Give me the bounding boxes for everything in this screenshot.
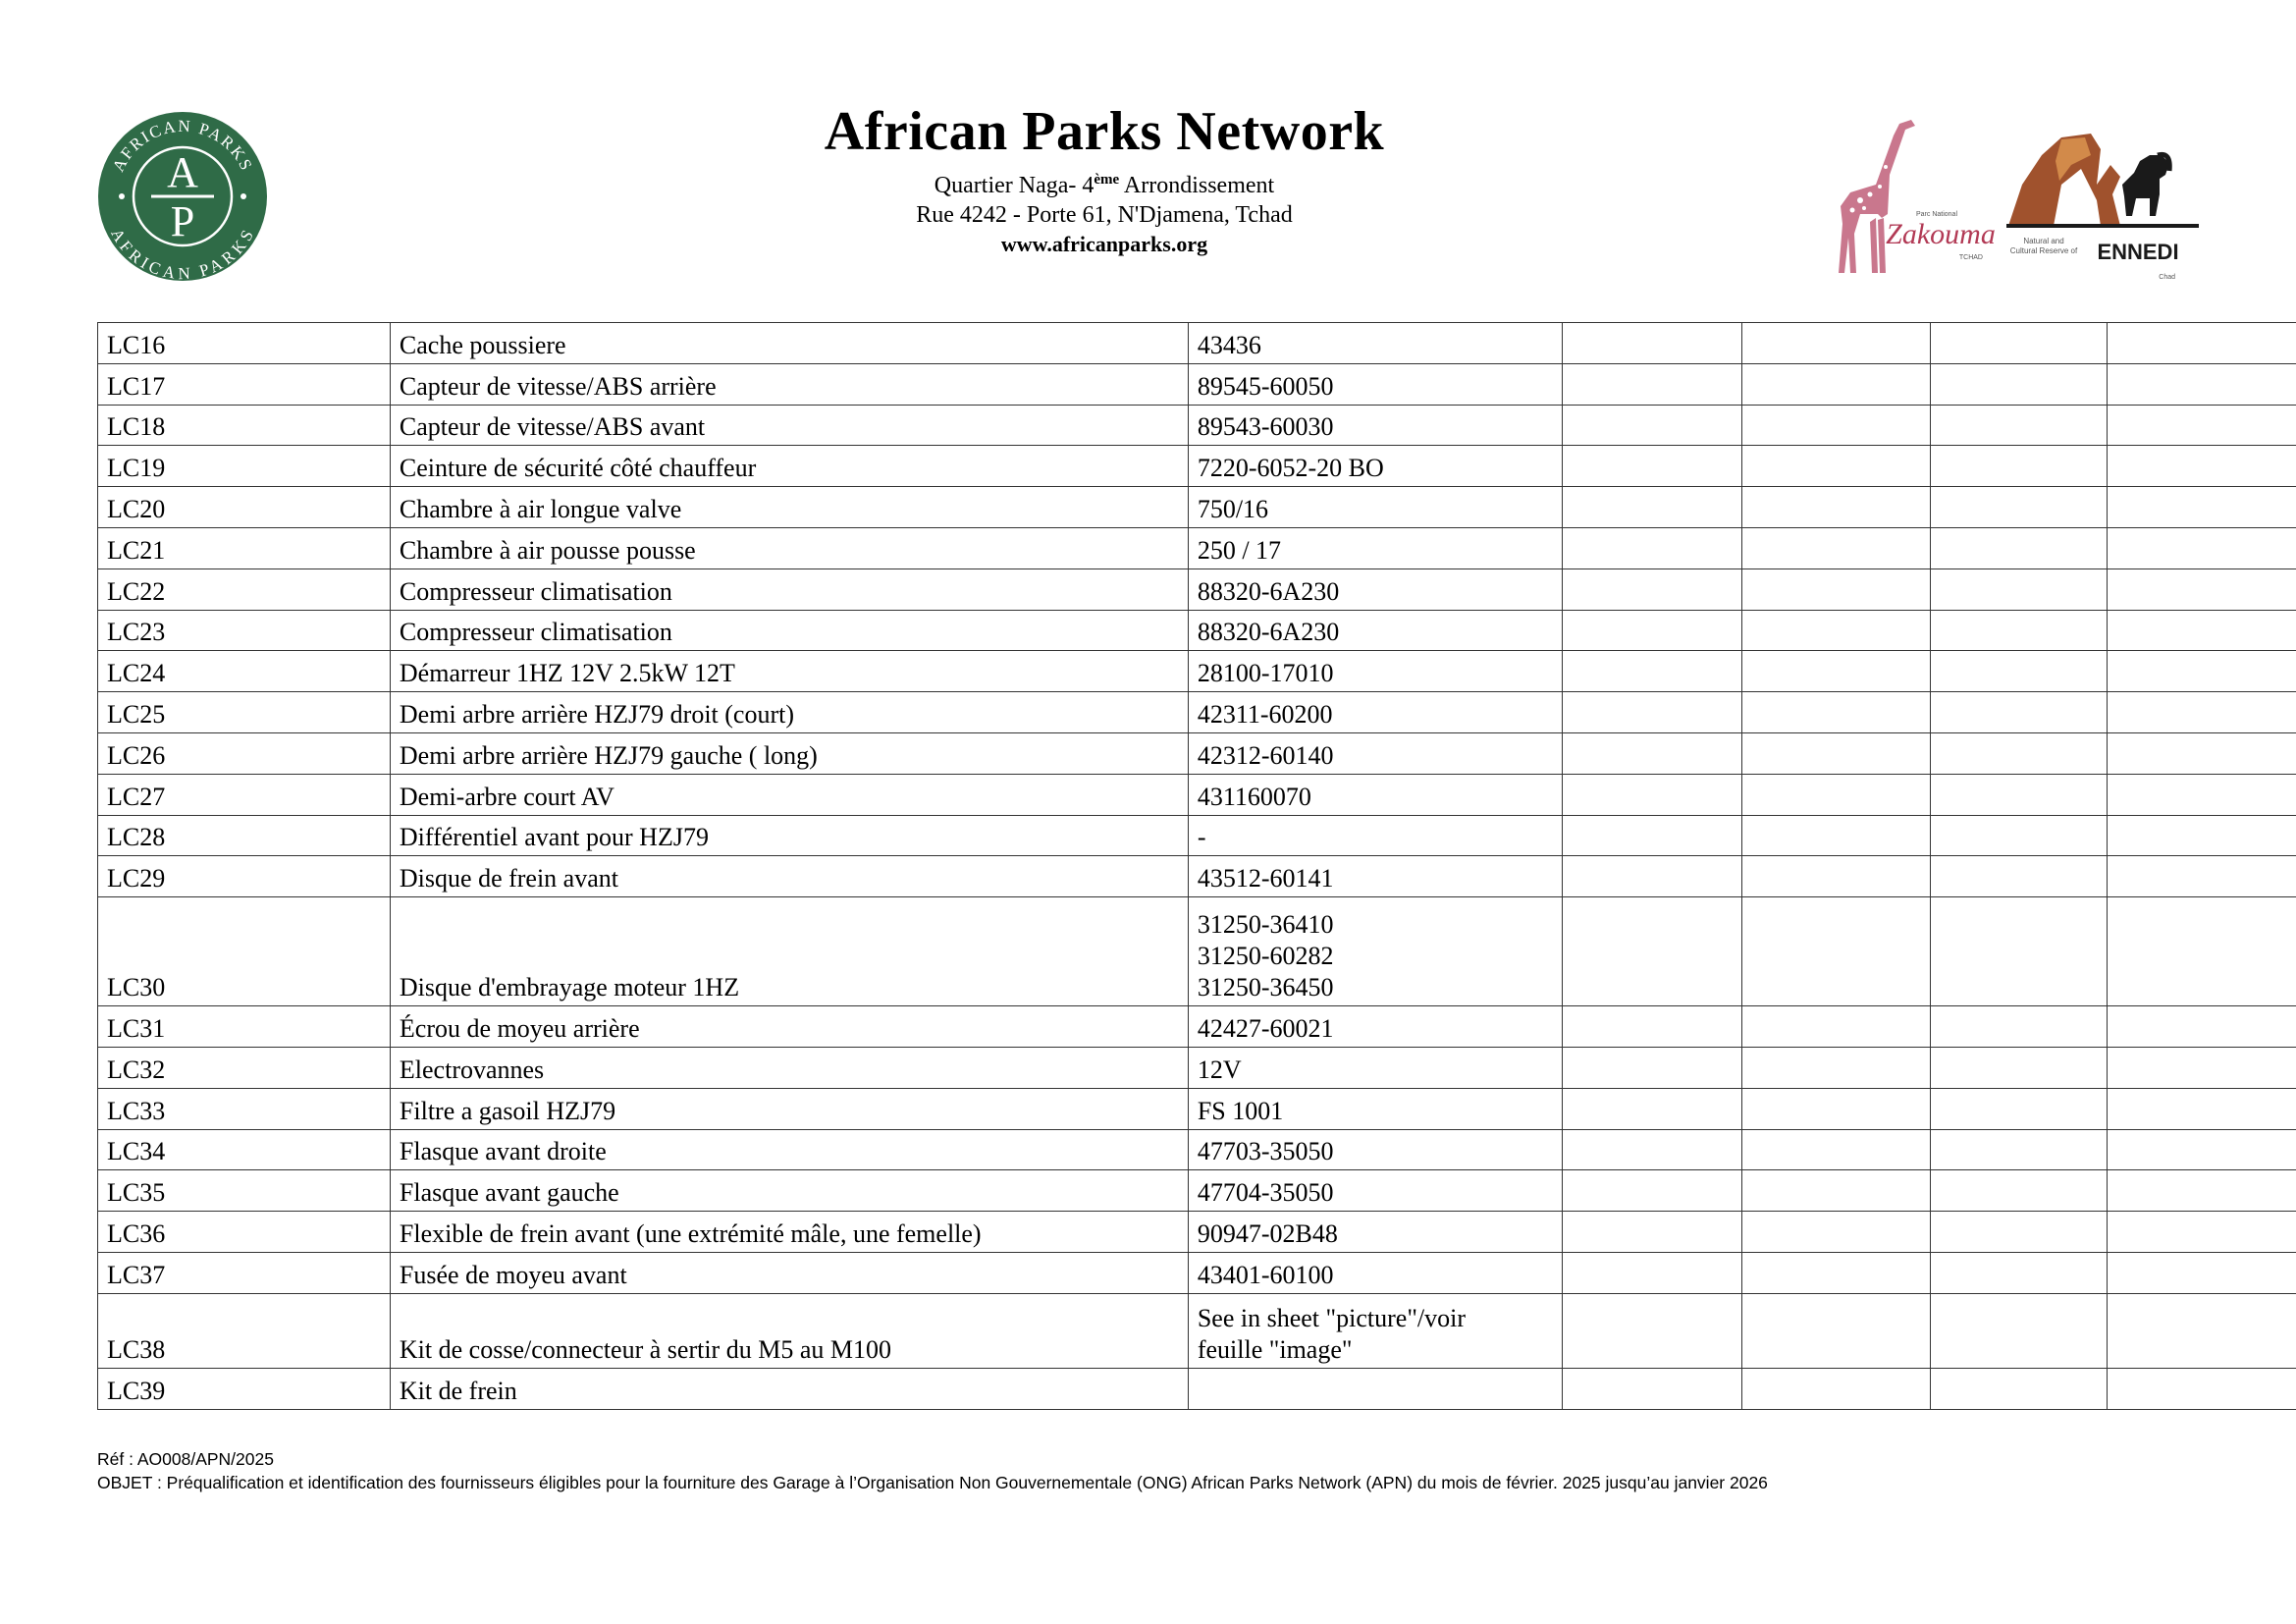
empty-cell xyxy=(2107,323,2296,364)
table-row xyxy=(98,568,2296,610)
footer-reference: Réf : AO008/APN/2025 xyxy=(97,1449,274,1469)
reference-cell: 43401-60100 xyxy=(1188,1252,1562,1293)
code-cell: LC18 xyxy=(98,405,391,446)
empty-cell xyxy=(2107,815,2296,856)
empty-cell xyxy=(2107,1129,2296,1170)
empty-cell xyxy=(1930,323,2107,364)
designation-cell: Chambre à air longue valve xyxy=(390,487,1188,528)
logo-ring-text-bottom: AFRICAN PARKS xyxy=(107,225,258,283)
empty-cell xyxy=(1741,1212,1930,1253)
designation-cell: Kit de cosse/connecteur à sertir du M5 au M100 xyxy=(390,1293,1188,1368)
designation-cell: Demi arbre arrière HZJ79 droit (court) xyxy=(390,692,1188,733)
empty-cell xyxy=(2107,651,2296,692)
empty-cell xyxy=(1741,1368,1930,1409)
empty-cell xyxy=(1930,1047,2107,1088)
designation-cell: Kit de frein xyxy=(390,1368,1188,1409)
empty-cell xyxy=(1562,527,1741,568)
reference-cell: 42311-60200 xyxy=(1188,692,1562,733)
zakouma-small-text: Parc National xyxy=(1915,211,1958,218)
reference-cell: 89543-60030 xyxy=(1188,405,1562,446)
code-cell: LC23 xyxy=(98,610,391,651)
table-row xyxy=(98,323,2296,364)
designation-cell: Ceinture de sécurité côté chauffeur xyxy=(390,446,1188,487)
empty-cell xyxy=(1741,1129,1930,1170)
code-cell: LC16 xyxy=(98,323,391,364)
reference-cell: - xyxy=(1188,815,1562,856)
address-line-1: Quartier Naga- 4ème Arrondissement xyxy=(934,172,1275,198)
code-cell: LC37 xyxy=(98,1252,391,1293)
empty-cell xyxy=(2107,856,2296,897)
reference-cell: 88320-6A230 xyxy=(1188,568,1562,610)
table-row xyxy=(98,692,2296,733)
logo-letter-a: A xyxy=(167,148,198,196)
reference-cell: 12V xyxy=(1188,1047,1562,1088)
reference-cell: 7220-6052-20 BO xyxy=(1188,446,1562,487)
designation-cell: Écrou de moyeu arrière xyxy=(390,1006,1188,1048)
empty-cell xyxy=(1741,487,1930,528)
empty-cell xyxy=(1930,1170,2107,1212)
ennedi-small-1: Natural and xyxy=(2023,237,2064,245)
reference-cell: 43512-60141 xyxy=(1188,856,1562,897)
designation-cell: Demi arbre arrière HZJ79 gauche ( long) xyxy=(390,732,1188,774)
empty-cell xyxy=(2107,732,2296,774)
reference-cell: 90947-02B48 xyxy=(1188,1212,1562,1253)
empty-cell xyxy=(2107,897,2296,1006)
table-row xyxy=(98,1212,2296,1253)
empty-cell xyxy=(1562,897,1741,1006)
table-row xyxy=(98,1006,2296,1048)
empty-cell xyxy=(1741,692,1930,733)
empty-cell xyxy=(1741,527,1930,568)
reference-cell: 431160070 xyxy=(1188,774,1562,815)
empty-cell xyxy=(2107,363,2296,405)
table-row xyxy=(98,363,2296,405)
code-cell: LC33 xyxy=(98,1088,391,1129)
designation-cell: Différentiel avant pour HZJ79 xyxy=(390,815,1188,856)
table-row xyxy=(98,815,2296,856)
code-cell: LC25 xyxy=(98,692,391,733)
designation-cell: Capteur de vitesse/ABS avant xyxy=(390,405,1188,446)
empty-cell xyxy=(1741,1170,1930,1212)
reference-cell: 28100-17010 xyxy=(1188,651,1562,692)
empty-cell xyxy=(1562,815,1741,856)
empty-cell xyxy=(1741,363,1930,405)
code-cell: LC27 xyxy=(98,774,391,815)
items-table xyxy=(97,322,2296,1410)
code-cell: LC39 xyxy=(98,1368,391,1409)
ennedi-country: Chad xyxy=(2159,274,2175,281)
designation-cell: Fusée de moyeu avant xyxy=(390,1252,1188,1293)
empty-cell xyxy=(1741,856,1930,897)
designation-cell: Flasque avant droite xyxy=(390,1129,1188,1170)
empty-cell xyxy=(2107,1006,2296,1048)
empty-cell xyxy=(1562,774,1741,815)
empty-cell xyxy=(1930,568,2107,610)
reference-cell: 43436 xyxy=(1188,323,1562,364)
reference-cell: See in sheet "picture"/voir feuille "image" xyxy=(1188,1293,1562,1368)
designation-cell: Flexible de frein avant (une extrémité mâle, une femelle) xyxy=(390,1212,1188,1253)
code-cell: LC21 xyxy=(98,527,391,568)
empty-cell xyxy=(1562,732,1741,774)
empty-cell xyxy=(1930,1293,2107,1368)
empty-cell xyxy=(1562,856,1741,897)
empty-cell xyxy=(1930,405,2107,446)
reference-cell: 47704-35050 xyxy=(1188,1170,1562,1212)
empty-cell xyxy=(1930,527,2107,568)
empty-cell xyxy=(2107,610,2296,651)
code-cell: LC38 xyxy=(98,1293,391,1368)
reference-cell: 42312-60140 xyxy=(1188,732,1562,774)
empty-cell xyxy=(1741,568,1930,610)
empty-cell xyxy=(2107,405,2296,446)
code-cell: LC22 xyxy=(98,568,391,610)
table-row xyxy=(98,651,2296,692)
empty-cell xyxy=(2107,1088,2296,1129)
table-body xyxy=(98,323,2296,1410)
code-cell: LC28 xyxy=(98,815,391,856)
empty-cell xyxy=(1930,1252,2107,1293)
empty-cell xyxy=(1930,446,2107,487)
zakouma-country: TCHAD xyxy=(1958,254,1983,261)
empty-cell xyxy=(1562,651,1741,692)
empty-cell xyxy=(2107,1293,2296,1368)
zakouma-name: Zakouma xyxy=(1886,218,1996,250)
empty-cell xyxy=(1562,1047,1741,1088)
empty-cell xyxy=(1930,897,2107,1006)
table-row xyxy=(98,897,2296,1006)
empty-cell xyxy=(1741,1088,1930,1129)
empty-cell xyxy=(1930,487,2107,528)
empty-cell xyxy=(2107,487,2296,528)
reference-cell: FS 1001 xyxy=(1188,1088,1562,1129)
table-row xyxy=(98,446,2296,487)
empty-cell xyxy=(1741,1006,1930,1048)
code-cell: LC30 xyxy=(98,897,391,1006)
table-row xyxy=(98,610,2296,651)
empty-cell xyxy=(1930,815,2107,856)
code-cell: LC34 xyxy=(98,1129,391,1170)
empty-cell xyxy=(1562,1212,1741,1253)
reference-cell: 88320-6A230 xyxy=(1188,610,1562,651)
empty-cell xyxy=(2107,446,2296,487)
reference-cell: 750/16 xyxy=(1188,487,1562,528)
empty-cell xyxy=(1562,1088,1741,1129)
designation-cell: Capteur de vitesse/ABS arrière xyxy=(390,363,1188,405)
empty-cell xyxy=(1562,405,1741,446)
empty-cell xyxy=(1562,487,1741,528)
empty-cell xyxy=(2107,1170,2296,1212)
designation-cell: Disque de frein avant xyxy=(390,856,1188,897)
designation-cell: Cache poussiere xyxy=(390,323,1188,364)
table-row xyxy=(98,732,2296,774)
designation-cell: Compresseur climatisation xyxy=(390,568,1188,610)
code-cell: LC31 xyxy=(98,1006,391,1048)
designation-cell: Compresseur climatisation xyxy=(390,610,1188,651)
designation-cell: Chambre à air pousse pousse xyxy=(390,527,1188,568)
code-cell: LC36 xyxy=(98,1212,391,1253)
code-cell: LC17 xyxy=(98,363,391,405)
empty-cell xyxy=(1930,1088,2107,1129)
logo-letter-p: P xyxy=(170,197,195,245)
designation-cell: Electrovannes xyxy=(390,1047,1188,1088)
empty-cell xyxy=(1930,732,2107,774)
reference-cell xyxy=(1188,1368,1562,1409)
code-cell: LC20 xyxy=(98,487,391,528)
empty-cell xyxy=(1562,1368,1741,1409)
table-row xyxy=(98,1088,2296,1129)
empty-cell xyxy=(1930,856,2107,897)
ennedi-small-2: Cultural Reserve of xyxy=(2009,246,2078,255)
designation-cell: Filtre a gasoil HZJ79 xyxy=(390,1088,1188,1129)
reference-cell: 89545-60050 xyxy=(1188,363,1562,405)
empty-cell xyxy=(1930,610,2107,651)
empty-cell xyxy=(2107,1212,2296,1253)
empty-cell xyxy=(1741,732,1930,774)
empty-cell xyxy=(1741,405,1930,446)
empty-cell xyxy=(2107,527,2296,568)
empty-cell xyxy=(2107,774,2296,815)
empty-cell xyxy=(1562,323,1741,364)
code-cell: LC26 xyxy=(98,732,391,774)
designation-cell: Démarreur 1HZ 12V 2.5kW 12T xyxy=(390,651,1188,692)
empty-cell xyxy=(2107,1252,2296,1293)
code-cell: LC35 xyxy=(98,1170,391,1212)
empty-cell xyxy=(1562,1170,1741,1212)
code-cell: LC29 xyxy=(98,856,391,897)
reference-cell: 31250-36410 31250-60282 31250-36450 xyxy=(1188,897,1562,1006)
table-row xyxy=(98,527,2296,568)
empty-cell xyxy=(1741,610,1930,651)
code-cell: LC32 xyxy=(98,1047,391,1088)
designation-cell: Flasque avant gauche xyxy=(390,1170,1188,1212)
empty-cell xyxy=(1930,651,2107,692)
reference-cell: 42427-60021 xyxy=(1188,1006,1562,1048)
table-row xyxy=(98,1170,2296,1212)
empty-cell xyxy=(1930,1368,2107,1409)
empty-cell xyxy=(1741,774,1930,815)
empty-cell xyxy=(1741,815,1930,856)
empty-cell xyxy=(1930,692,2107,733)
ennedi-logo xyxy=(2002,126,2204,285)
logo-ring-text-top: AFRICAN PARKS xyxy=(108,116,257,175)
empty-cell xyxy=(2107,568,2296,610)
empty-cell xyxy=(1930,1212,2107,1253)
empty-cell xyxy=(1562,1129,1741,1170)
table-row xyxy=(98,1252,2296,1293)
footer xyxy=(97,1447,1768,1494)
table-row xyxy=(98,1368,2296,1409)
designation-cell: Demi-arbre court AV xyxy=(390,774,1188,815)
reference-cell: 47703-35050 xyxy=(1188,1129,1562,1170)
empty-cell xyxy=(2107,1368,2296,1409)
empty-cell xyxy=(1562,1006,1741,1048)
table-row xyxy=(98,487,2296,528)
empty-cell xyxy=(2107,692,2296,733)
org-title: African Parks Network xyxy=(824,101,1385,162)
empty-cell xyxy=(1741,446,1930,487)
empty-cell xyxy=(1741,323,1930,364)
empty-cell xyxy=(1741,897,1930,1006)
empty-cell xyxy=(2107,1047,2296,1088)
org-website: www.africanparks.org xyxy=(1000,232,1208,256)
empty-cell xyxy=(1562,692,1741,733)
table-row xyxy=(98,1047,2296,1088)
table-row xyxy=(98,1293,2296,1368)
table-row xyxy=(98,1129,2296,1170)
zakouma-logo xyxy=(1821,116,2002,281)
empty-cell xyxy=(1741,1293,1930,1368)
empty-cell xyxy=(1741,1047,1930,1088)
footer-objet: OBJET : Préqualification et identification des fournisseurs éligibles pour la fourniture des Garage à l’Organisation Non Gouvernementale (ONG) African Parks Network (APN) du mois de février. 2025 jusqu’au janvier 2026 xyxy=(97,1473,1768,1492)
empty-cell xyxy=(1562,446,1741,487)
empty-cell xyxy=(1562,568,1741,610)
ennedi-name: ENNEDI xyxy=(2097,240,2179,264)
empty-cell xyxy=(1930,1006,2107,1048)
table-row xyxy=(98,774,2296,815)
table-row xyxy=(98,405,2296,446)
empty-cell xyxy=(1930,363,2107,405)
empty-cell xyxy=(1562,1293,1741,1368)
code-cell: LC19 xyxy=(98,446,391,487)
empty-cell xyxy=(1930,1129,2107,1170)
empty-cell xyxy=(1741,1252,1930,1293)
designation-cell: Disque d'embrayage moteur 1HZ xyxy=(390,897,1188,1006)
table-row xyxy=(98,856,2296,897)
address-line-2: Rue 4242 - Porte 61, N'Djamena, Tchad xyxy=(916,202,1293,228)
empty-cell xyxy=(1562,363,1741,405)
empty-cell xyxy=(1562,610,1741,651)
empty-cell xyxy=(1930,774,2107,815)
empty-cell xyxy=(1562,1252,1741,1293)
reference-cell: 250 / 17 xyxy=(1188,527,1562,568)
code-cell: LC24 xyxy=(98,651,391,692)
empty-cell xyxy=(1741,651,1930,692)
